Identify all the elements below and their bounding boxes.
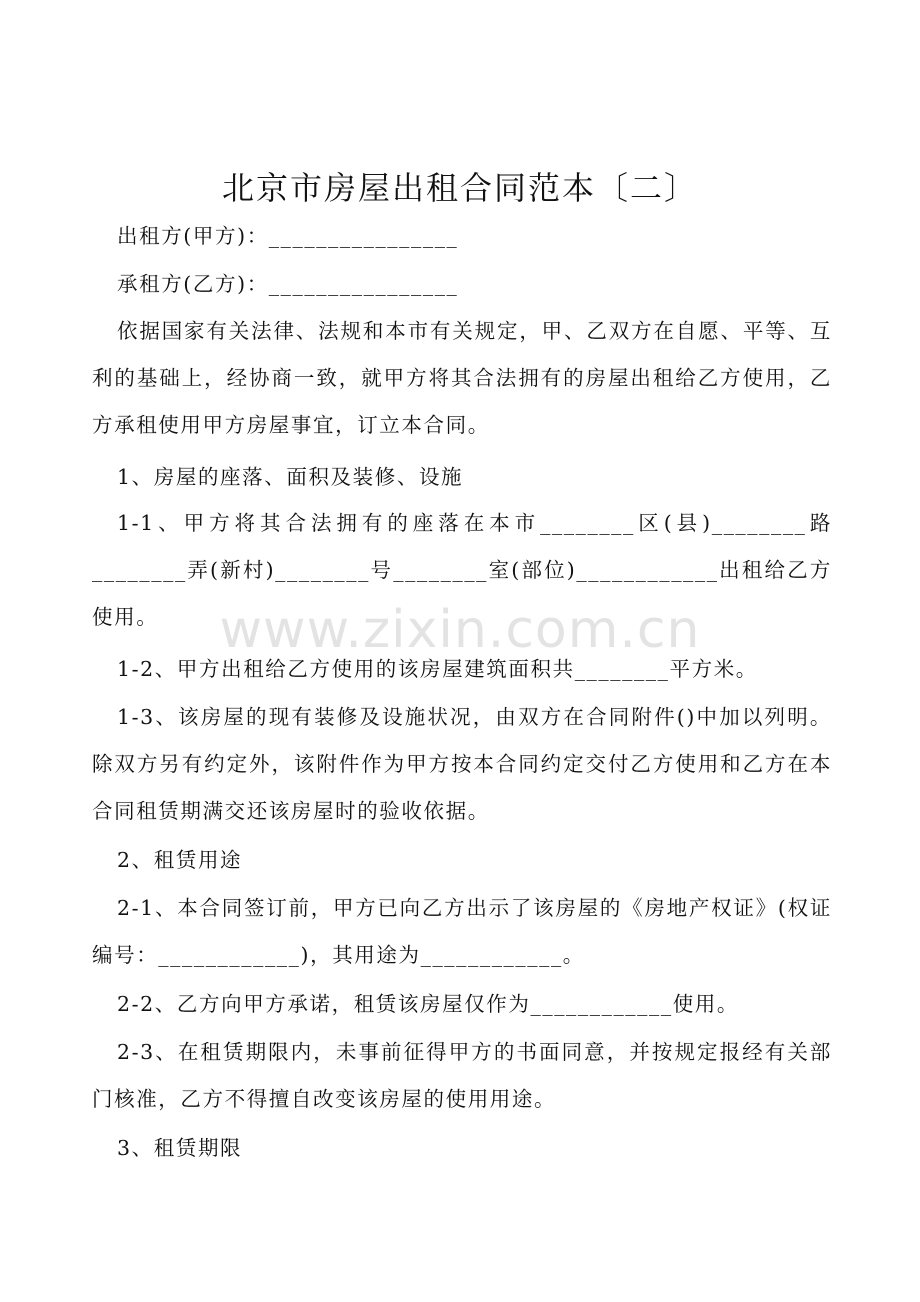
clause-1-2: 1-2、甲方出租给乙方使用的该房屋建筑面积共________平方米。: [117, 657, 758, 681]
lessor-line: 出租方(甲方)：________________: [117, 224, 459, 248]
clause-2-1: 2-1、本合同签订前，甲方已向乙方出示了该房屋的《房地产权证》(权证编号：____________)，其用途为____________。: [92, 896, 832, 967]
lessee-line: 承租方(乙方)：________________: [117, 272, 459, 296]
clause-1-1: 1-1、甲方将其合法拥有的座落在本市________区(县)________路________弄(新村)________号________室(部位)____________出租给乙方使用。: [92, 511, 832, 629]
section-1-heading: 1、房屋的座落、面积及装修、设施: [117, 465, 464, 489]
section-2-heading: 2、租赁用途: [117, 848, 243, 872]
clause-2-3: 2-3、在租赁期限内，未事前征得甲方的书面同意，并按规定报经有关部门核准，乙方不得擅自改变该房屋的使用用途。: [92, 1040, 832, 1111]
watermark: www.zixin.com.cn: [219, 600, 701, 660]
clause-1-3: 1-3、该房屋的现有装修及设施状况，由双方在合同附件()中加以列明。除双方另有约定外，该附件作为甲方按本合同约定交付乙方使用和乙方在本合同租赁期满交还该房屋时的验收依据。: [92, 705, 832, 823]
clause-2-2: 2-2、乙方向甲方承诺，租赁该房屋仅作为____________使用。: [117, 992, 740, 1016]
document-title: 北京市房屋出租合同范本〔二〕: [221, 169, 698, 207]
section-3-heading: 3、租赁期限: [117, 1136, 243, 1160]
preamble-paragraph: 依据国家有关法律、法规和本市有关规定，甲、乙双方在自愿、平等、互利的基础上，经协商一致，就甲方将其合法拥有的房屋出租给乙方使用，乙方承租使用甲方房屋事宜，订立本合同。: [92, 319, 832, 437]
